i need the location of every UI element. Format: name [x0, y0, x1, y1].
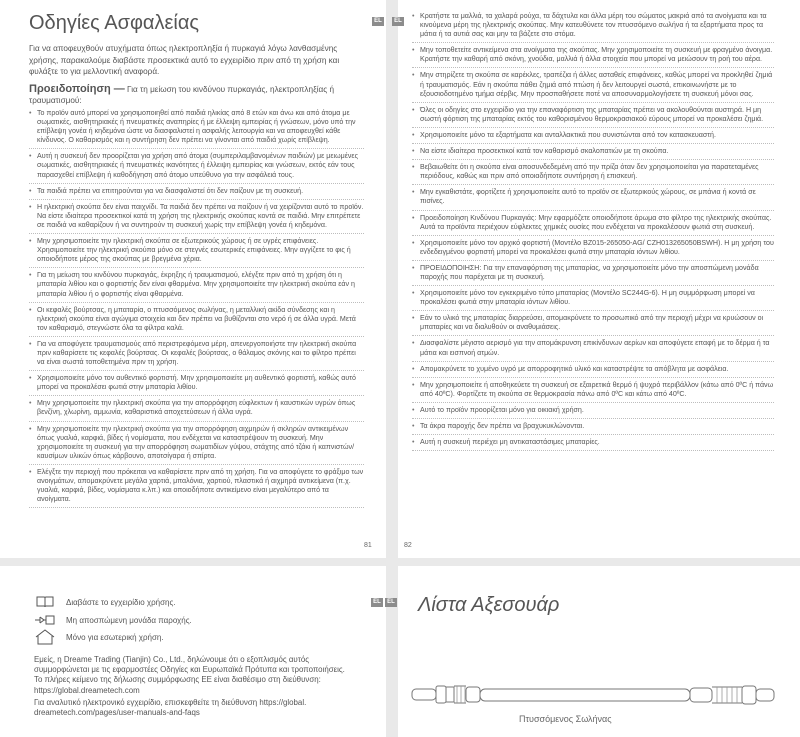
- warning-heading: Προειδοποίηση —: [29, 83, 125, 95]
- house-icon: [34, 630, 56, 644]
- list-item: • Μην χρησιμοποιείτε την ηλεκτρική σκούπα σε εξωτερικούς χώρους ή σε υγρές επιφάνειες. Χρησιμοποιείτε την ηλεκτρική σκούπα μόνο σε στεγνές εσωτερικές επιφάνειες. Μην αγγίζετε το φις ή οποιοδήποτε μέρος της σκούπας με βρεγμένα χέρια.: [29, 237, 364, 268]
- extension-hose-icon: [412, 678, 777, 712]
- list-item: • ΠΡΟΕΙΔΟΠΟΙΗΣΗ: Για την επαναφόρτιση της μπαταρίας, να χρησιμοποιείτε μόνο την αποσπώμενη μονάδα παροχής που παρέχεται με τη συσκευή.: [412, 264, 774, 286]
- page-84: [373, 566, 800, 737]
- legend-row: [34, 630, 334, 644]
- list-item: • Χρησιμοποιείτε μόνο τα εξαρτήματα και ανταλλακτικά που συνιστώνται από τον κατασκευαστή.: [412, 131, 774, 144]
- list-item: • Χρησιμοποιείτε μόνο τον αυθεντικό φορτιστή. Μην χρησιμοποιείτε μη αυθεντικό φορτιστή, καθώς αυτό μπορεί να προκαλέσει φωτιά στην μπαταρία λιθίου.: [29, 374, 364, 396]
- list-item: • Τα παιδιά πρέπει να επιτηρούνται για να διασφαλιστεί ότι δεν παίζουν με τη συσκευή.: [29, 187, 364, 200]
- warning-header: [29, 84, 364, 106]
- list-item: • Τα άκρα παροχής δεν πρέπει να βραχυκυκλώνονται.: [412, 422, 774, 435]
- list-item: • Μην χρησιμοποιείτε την ηλεκτρική σκούπα για την απορρόφηση εύφλεκτων ή καυστικών υγρών όπως βενζίνη, χλωρίνη, αμμωνία, καθαριστικά αποχετεύσεων ή άλλα υγρά.: [29, 399, 364, 421]
- page-number: 81: [364, 542, 372, 549]
- legend-text: Μη αποσπώμενη μονάδα παροχής.: [66, 615, 192, 625]
- warning-text: Για τη μείωση του κινδύνου πυρκαγιάς, ηλεκτροπληξίας ή τραυματισμού:: [29, 85, 335, 105]
- list-item: • Προειδοποίηση Κινδύνου Πυρκαγιάς: Μην εφαρμόζετε οποιοδήποτε άρωμα στο φίλτρο της ηλεκτρικής σκούπας. Αυτά τα προϊόντα περιέχουν εύφλεκτες χημικές ουσίες που ενδέχεται να προκαλέσουν φωτιά στη συσκευή.: [412, 214, 774, 236]
- page-83: [0, 566, 386, 737]
- list-item: • Απομακρύνετε το χυμένο υγρό με απορροφητικό υλικό και καταστρέψτε τα απόβλητα με ασφάλεια.: [412, 365, 774, 378]
- accessory-title: Λίστα Αξεσουάρ: [418, 594, 560, 616]
- safety-list: [412, 12, 774, 454]
- list-item: • Ελέγξτε την περιοχή που πρόκειται να καθαρίσετε πριν από τη χρήση. Για να αποφύγετε το φράξιμο των ανοιγμάτων, απομακρύνετε μεγάλα χαρτιά, μπαλόνια, χαρτιού, πλαστικά ή αιχμηρά αντικείμενα (π.χ. γυαλιά, καρφιά, βίδες, νομίσματα κ.λπ.) και οποιοδήποτε αντικείμενο είναι μεγαλύτερο από τα ανοίγματα.: [29, 468, 364, 508]
- language-badge: EL: [392, 17, 404, 26]
- power-unit-icon: [34, 613, 56, 627]
- manual-link-text: Για αναλυτικό ηλεκτρονικό εγχειρίδιο, επισκεφθείτε τη διεύθυνση https://global. dreametech.com/pages/user-manuals-and-faqs: [34, 698, 307, 718]
- declaration-text: Εμείς, η Dreame Trading (Tianjin) Co., Ltd., δηλώνουμε ότι ο εξοπλισμός αυτός συμμορφώνεται με τις εφαρμοστέες Οδηγίες και Ευρωπαϊκά Πρότυπα και τροποποιήσεις. Το πλήρες κείμενο της δήλωσης συμμόρφωσης ΕΕ είναι διαθέσιμο στη διεύθυνση: https://global.dreametech.com: [34, 655, 345, 695]
- page-title: Οδηγίες Ασφαλείας: [29, 12, 200, 34]
- list-item: • Μην εγκαθιστάτε, φορτίζετε ή χρησιμοποιείτε αυτό το προϊόν σε εξωτερικούς χώρους, σε μπάνια ή κοντά σε πισίνες.: [412, 188, 774, 210]
- list-item: • Χρησιμοποιείτε μόνο τον εγκεκριμένο τύπο μπαταρίας (Μοντέλο SC244G-6). Η μη συμμόρφωση μπορεί να προκαλέσει φωτιά στην μπαταρία ιόντων λιθίου.: [412, 289, 774, 311]
- legend-row: [34, 613, 334, 627]
- page-number: 82: [404, 542, 412, 549]
- list-item: • Κρατήστε τα μαλλιά, τα χαλαρά ρούχα, τα δάχτυλα και άλλα μέρη του σώματος μακριά από τα ανοίγματα και τα κινούμενα μέρη της ηλεκτρικής σκούπας. Μην κατευθύνετε τον πτυσσόμενο σωλήνα ή τα εξαρτήματα προς τα μάτια ή τα αυτιά σας και μην τα βάζετε στο στόμα.: [412, 12, 774, 43]
- list-item: • Εάν το υλικό της μπαταρίας διαρρεύσει, απομακρύνετε το προσωπικό από την περιοχή μέχρι να κρυώσουν οι μπαταρίες και να διαλυθούν οι αναθυμιάσεις.: [412, 314, 774, 336]
- legend-text: Μόνο για εσωτερική χρήση.: [66, 632, 164, 642]
- safety-list: [29, 109, 364, 511]
- list-item: • Για να αποφύγετε τραυματισμούς από περιστρεφόμενα μέρη, απενεργοποιήστε την ηλεκτρική σκούπα πριν καθαρίσετε τις κεφαλές βούρτσας. Οι κεφαλές βούρτσας, ο θάλαμος σκόνης και το φίλτρο πρέπει να είναι σωστά τοποθετημένα πριν τη χρήση.: [29, 340, 364, 371]
- list-item: • Διασφαλίστε μέγιστο αερισμό για την απομάκρυνση επικίνδυνων αερίων και αποφύγετε επαφή με το δέρμα ή τα μάτια και εισπνοή ατμών.: [412, 339, 774, 361]
- list-item: • Αυτή η συσκευή δεν προορίζεται για χρήση από άτομα (συμπεριλαμβανομένων παιδιών) με μειωμένες σωματικές, αισθητηριακές ή πνευματικές ικανότητες ή έλλειψη εμπειρίας και γνώσεων, εκτός εάν τους παρασχεθεί επίβλεψη ή καθοδήγηση από άτομο υπεύθυνο για την ασφάλειά τους.: [29, 152, 364, 183]
- accessory-label: Πτυσσόμενος Σωλήνας: [519, 714, 612, 724]
- list-item: • Για τη μείωση του κινδύνου πυρκαγιάς, έκρηξης ή τραυματισμού, ελέγξτε πριν από τη χρήση ότι η μπαταρία λιθίου και ο φορτιστής δεν είναι φθαρμένα. Μην χρησιμοποιείτε την ηλεκτρική σκούπα εάν η μπαταρία λιθίου ή ο φορτιστής είναι φθαρμένα.: [29, 271, 364, 302]
- list-item: • Να είστε ιδιαίτερα προσεκτικοί κατά τον καθαρισμό σκαλοπατιών με τη σκούπα.: [412, 147, 774, 160]
- legend-row: [34, 595, 334, 609]
- list-item: • Μην χρησιμοποιείτε ή αποθηκεύετε τη συσκευή σε εξαιρετικά θερμό ή ψυχρό περιβάλλον (κάτω από 0ºC ή πάνω από 40ºC). Φορτίζετε τη σκούπα σε θερμοκρασία πάνω από 0ºC και κάτω από 40ºC.: [412, 381, 774, 403]
- language-badge: EL: [385, 598, 397, 607]
- list-item: • Αυτή η συσκευή περιέχει μη αντικαταστάσιμες μπαταρίες.: [412, 438, 774, 451]
- language-badge: EL: [372, 17, 384, 26]
- list-item: • Μην τοποθετείτε αντικείμενα στα ανοίγματα της σκούπας. Μην χρησιμοποιείτε τη συσκευή με φραγμένο άνοιγμα. Κρατήστε την καθαρή από σκόνη, χνούδια, μαλλιά ή άλλα στοιχεία που μπορεί να μειώσουν τη ροή του αέρα.: [412, 46, 774, 68]
- list-item: • Όλες οι οδηγίες στο εγχειρίδιο για την επαναφόρτιση της μπαταρίας πρέπει να ακολουθούνται αυστηρά. Η μη σωστή φόρτιση της μπαταρίας εκτός του καθορισμένου θερμοκρασιακού εύρους μπορεί να προκαλέσει ζημιά.: [412, 106, 774, 128]
- page-82: [394, 0, 800, 558]
- list-item: • Αυτό το προϊόν προορίζεται μόνο για οικιακή χρήση.: [412, 406, 774, 419]
- intro-text: Για να αποφευχθούν ατυχήματα όπως ηλεκτροπληξία ή πυρκαγιά λόγω λανθασμένης χρήσης, παρακαλούμε διαβάστε προσεκτικά αυτό το εγχειρίδιο πριν από τη χρήση και φυλάξτε το για μελλοντική αναφορά.: [29, 44, 340, 77]
- list-item: • Χρησιμοποιείτε μόνο τον αρχικό φορτιστή (Μοντέλο BZ015-265050-AG/ CZH013265050BSWH). Η μη χρήση του ενδεδειγμένου φορτιστή μπορεί να προκαλέσει φωτιά στην μπαταρία ιόντων λιθίου.: [412, 239, 774, 261]
- list-item: • Μην στηρίζετε τη σκούπα σε καρέκλες, τραπέζια ή άλλες ασταθείς επιφάνειες, καθώς μπορεί να προκληθεί ζημιά ή τραυματισμός. Εάν η σκούπα πάθει ζημιά από πτώση ή δεν λειτουργεί σωστά, επικοινωνήστε με το εξουσιοδοτημένο τμήμα σέρβις. Μην προσπαθήσετε ποτέ να αποσυναρμολογήσετε τη συσκευή μόνοι σας.: [412, 71, 774, 102]
- list-item: • Το προϊόν αυτό μπορεί να χρησιμοποιηθεί από παιδιά ηλικίας από 8 ετών και άνω και από άτομα με σωματικές, αισθητηριακές ή πνευματικές αναπηρίες ή με έλλειψη εμπειρίας ή γνώσεων, μόνο υπό την επίβλεψη γονέα ή κηδεμόνα ώστε να διασφαλιστεί η ασφαλής λειτουργία και να αποφευχθεί κάθε κίνδυνος. Ο καθαρισμός και η συντήρηση δεν πρέπει να γίνονται από παιδιά χωρίς επίβλεψη.: [29, 109, 364, 149]
- list-item: • Η ηλεκτρική σκούπα δεν είναι παιχνίδι. Τα παιδιά δεν πρέπει να παίζουν ή να χειρίζονται αυτό το προϊόν. Να είστε ιδιαίτερα προσεκτικοί κατά τη χρήση της ηλεκτρικής σκούπας κοντά σε παιδιά. Μην επιτρέπετε σε παιδιά να καθαρίζουν ή να συντηρούν τη συσκευή χωρίς την επίβλεψη γονέα ή κηδεμόνα.: [29, 203, 364, 234]
- list-item: • Οι κεφαλές βούρτσας, η μπαταρία, ο πτυσσόμενος σωλήνας, η μεταλλική ακίδα σύνδεσης και η ηλεκτρική σκούπα είναι αγώγιμα στοιχεία και δεν πρέπει να βυθίζονται στο νερό ή σε άλλα υγρά. Μετά τον καθαρισμό, στεγνώστε όλα τα φίλτρα καλά.: [29, 306, 364, 337]
- list-item: • Μην χρησιμοποιείτε την ηλεκτρική σκούπα για την απορρόφηση αιχμηρών ή σκληρών αντικειμένων όπως γυαλιά, καρφιά, βίδες ή νομίσματα, που ενδέχεται να καταστρέψουν τη συσκευή. Μην χρησιμοποιείτε τη συσκευή για την απορρόφηση σωματιδίων γύψου, στάχτης από τζάκι ή καπνιστών/καυσίμων υλικών όπως κάρβουνο, αποτσίγαρα ή σπίρτα.: [29, 425, 364, 465]
- list-item: • Βεβαιωθείτε ότι η σκούπα είναι αποσυνδεδεμένη από την πρίζα όταν δεν χρησιμοποιείται για παρατεταμένες περιόδους, καθώς και πριν από οποιαδήποτε συντήρηση ή επισκευή.: [412, 163, 774, 185]
- page-81: [0, 0, 386, 558]
- book-icon: [34, 595, 56, 609]
- language-badge: EL: [371, 598, 383, 607]
- legend-text: Διαβάστε το εγχειρίδιο χρήσης.: [66, 597, 176, 607]
